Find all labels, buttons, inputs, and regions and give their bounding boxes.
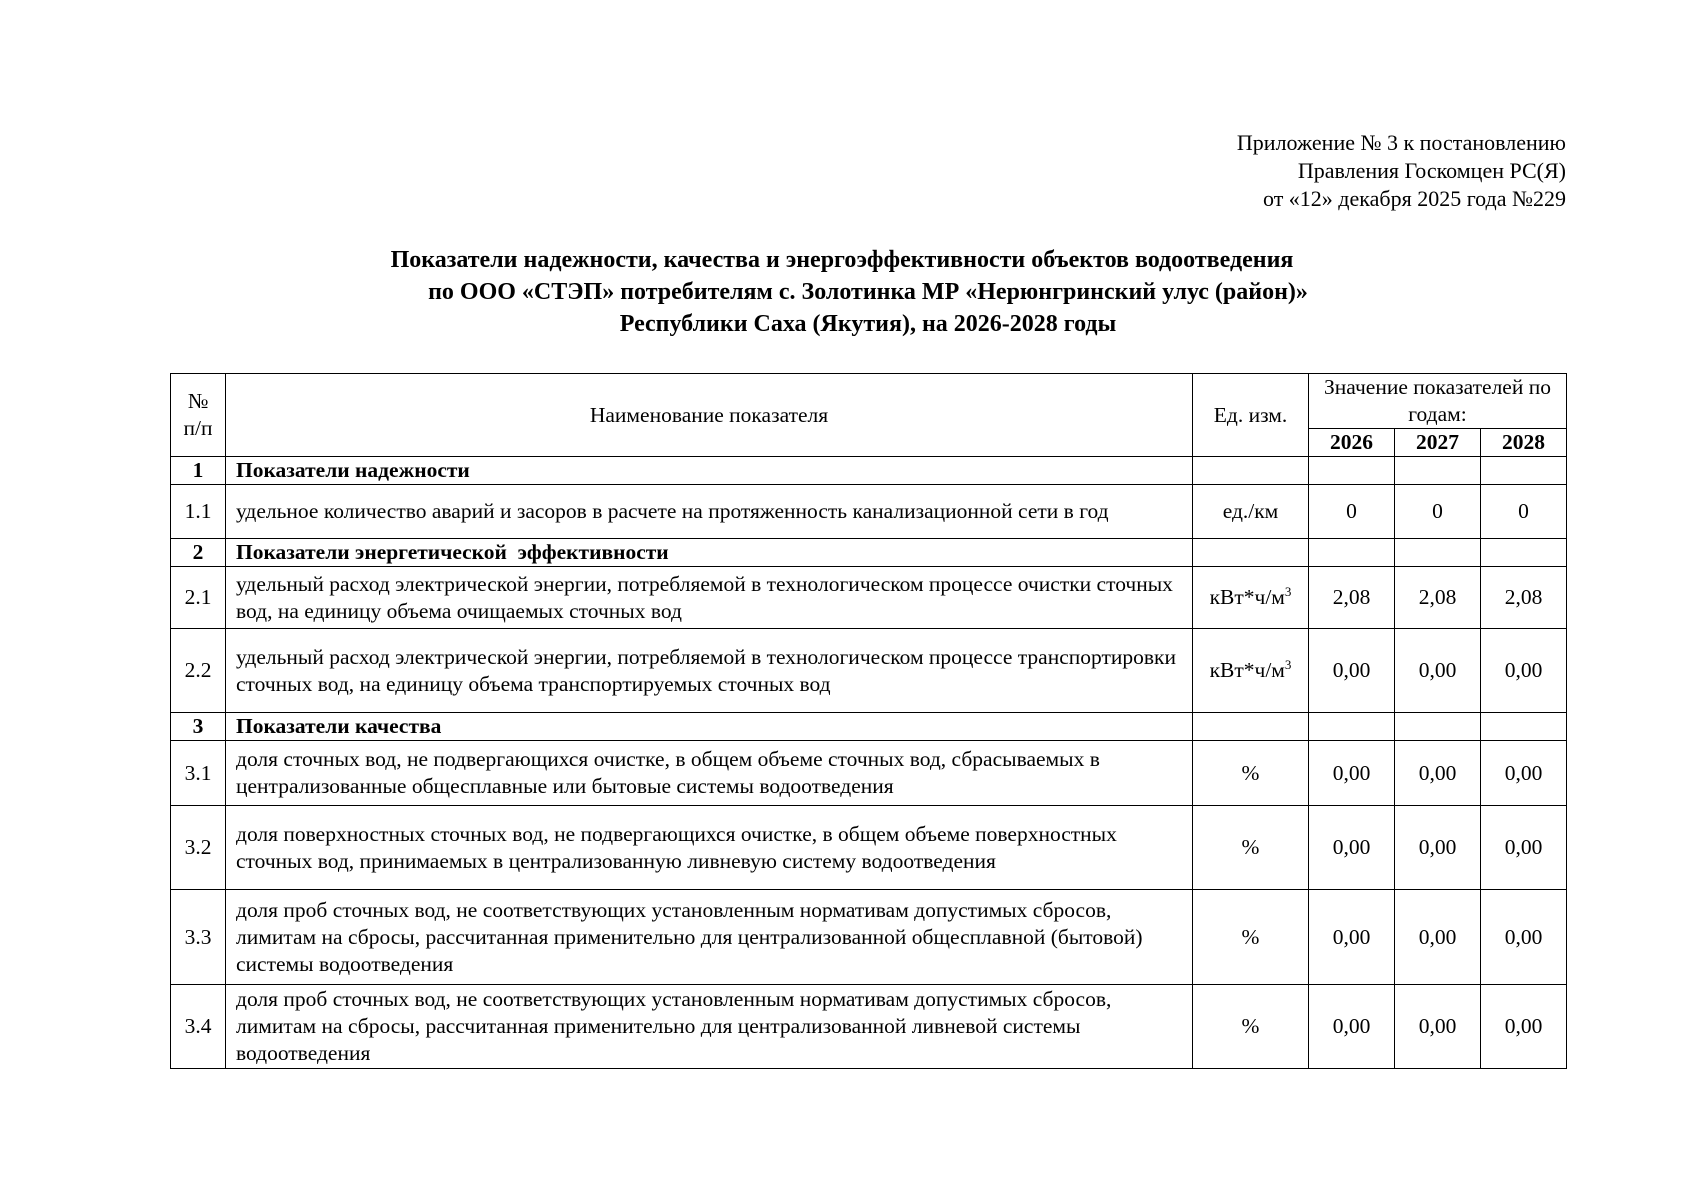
header-unit: Ед. изм. <box>1193 374 1309 457</box>
header-values: Значение показателей по годам: <box>1309 374 1567 429</box>
appendix-reference <box>1237 129 1566 213</box>
row-value: 2,08 <box>1309 567 1395 629</box>
table-row <box>171 485 1567 539</box>
row-num: 3.1 <box>171 741 226 806</box>
section-row <box>171 457 1567 485</box>
section-row <box>171 713 1567 741</box>
section-title: Показатели качества <box>226 713 1193 741</box>
row-unit: $кВт*ч/м^3$ <box>1193 567 1309 629</box>
row-value: 0,00 <box>1309 890 1395 985</box>
table-row <box>171 741 1567 806</box>
row-name: доля проб сточных вод, не соответствующих установленным нормативам допустимых сбросов, лимитам на сбросы, рассчитанная применительно для централизованной общесплавной (бытовой) системы водоотведения <box>226 890 1193 985</box>
section-num: 2 <box>171 539 226 567</box>
row-value: 0 <box>1309 485 1395 539</box>
row-value: 2,08 <box>1395 567 1481 629</box>
row-unit: % <box>1193 741 1309 806</box>
header-year: 2026 <box>1309 429 1395 457</box>
title-line: Показатели надежности, качества и энергоэффективности объектов водоотведения <box>390 247 1294 273</box>
row-num: 3.3 <box>171 890 226 985</box>
header-num: № п/п <box>171 374 226 457</box>
row-unit: $кВт*ч/м^3$ <box>1193 629 1309 713</box>
row-unit: ед./км <box>1193 485 1309 539</box>
row-name: удельное количество аварий и засоров в расчете на протяженность канализационной сети в год <box>226 485 1193 539</box>
title-line: Республики Саха (Якутия), на 2026-2028 годы <box>619 311 1117 337</box>
table-row <box>171 890 1567 985</box>
row-name: доля сточных вод, не подвергающихся очистке, в общем объеме сточных вод, сбрасываемых в централизованные общесплавные или бытовые системы водоотведения <box>226 741 1193 806</box>
row-value: 0,00 <box>1395 741 1481 806</box>
row-value: 0,00 <box>1395 806 1481 890</box>
row-value: 0,00 <box>1395 985 1481 1069</box>
table-row <box>171 567 1567 629</box>
document-title <box>170 244 1566 340</box>
row-value: 0 <box>1481 485 1567 539</box>
row-num: 3.4 <box>171 985 226 1069</box>
row-value: 2,08 <box>1481 567 1567 629</box>
header-year: 2027 <box>1395 429 1481 457</box>
row-value: 0,00 <box>1481 890 1567 985</box>
section-title: Показатели энергетической эффективности <box>226 539 1193 567</box>
row-unit: % <box>1193 806 1309 890</box>
row-name: доля проб сточных вод, не соответствующих установленным нормативам допустимых сбросов, лимитам на сбросы, рассчитанная применительно для централизованной ливневой системы водоотведения <box>226 985 1193 1069</box>
row-name: удельный расход электрической энергии, потребляемой в технологическом процессе очистки сточных вод, на единицу объема очищаемых сточных вод <box>226 567 1193 629</box>
appendix-line: от «12» декабря 2025 года №229 <box>1262 186 1566 211</box>
row-num: 2.1 <box>171 567 226 629</box>
row-name: удельный расход электрической энергии, потребляемой в технологическом процессе транспортировки сточных вод, на единицу объема транспортируемых сточных вод <box>226 629 1193 713</box>
section-row <box>171 539 1567 567</box>
row-value: 0,00 <box>1309 629 1395 713</box>
table-row <box>171 629 1567 713</box>
row-unit: % <box>1193 985 1309 1069</box>
table-row <box>171 806 1567 890</box>
row-num: 3.2 <box>171 806 226 890</box>
row-num: 2.2 <box>171 629 226 713</box>
table-row <box>171 985 1567 1069</box>
header-name: Наименование показателя <box>226 374 1193 457</box>
indicators-table <box>170 373 1567 1069</box>
row-unit: % <box>1193 890 1309 985</box>
section-num: 3 <box>171 713 226 741</box>
section-title: Показатели надежности <box>226 457 1193 485</box>
row-value: 0,00 <box>1481 741 1567 806</box>
row-value: 0,00 <box>1481 985 1567 1069</box>
header-row <box>171 374 1567 429</box>
row-value: 0,00 <box>1481 806 1567 890</box>
appendix-line: Правления Госкомцен РС(Я) <box>1297 158 1566 183</box>
row-value: 0 <box>1395 485 1481 539</box>
row-num: 1.1 <box>171 485 226 539</box>
appendix-line: Приложение № 3 к постановлению <box>1236 130 1566 155</box>
row-name: доля поверхностных сточных вод, не подвергающихся очистке, в общем объеме поверхностных сточных вод, принимаемых в централизованную ливневую систему водоотведения <box>226 806 1193 890</box>
row-value: 0,00 <box>1481 629 1567 713</box>
title-line: по ООО «СТЭП» потребителям с. Золотинка МР «Нерюнгринский улус (район)» <box>428 279 1308 305</box>
row-value: 0,00 <box>1309 741 1395 806</box>
row-value: 0,00 <box>1395 890 1481 985</box>
row-value: 0,00 <box>1395 629 1481 713</box>
row-value: 0,00 <box>1309 806 1395 890</box>
section-num: 1 <box>171 457 226 485</box>
row-value: 0,00 <box>1309 985 1395 1069</box>
header-year: 2028 <box>1481 429 1567 457</box>
